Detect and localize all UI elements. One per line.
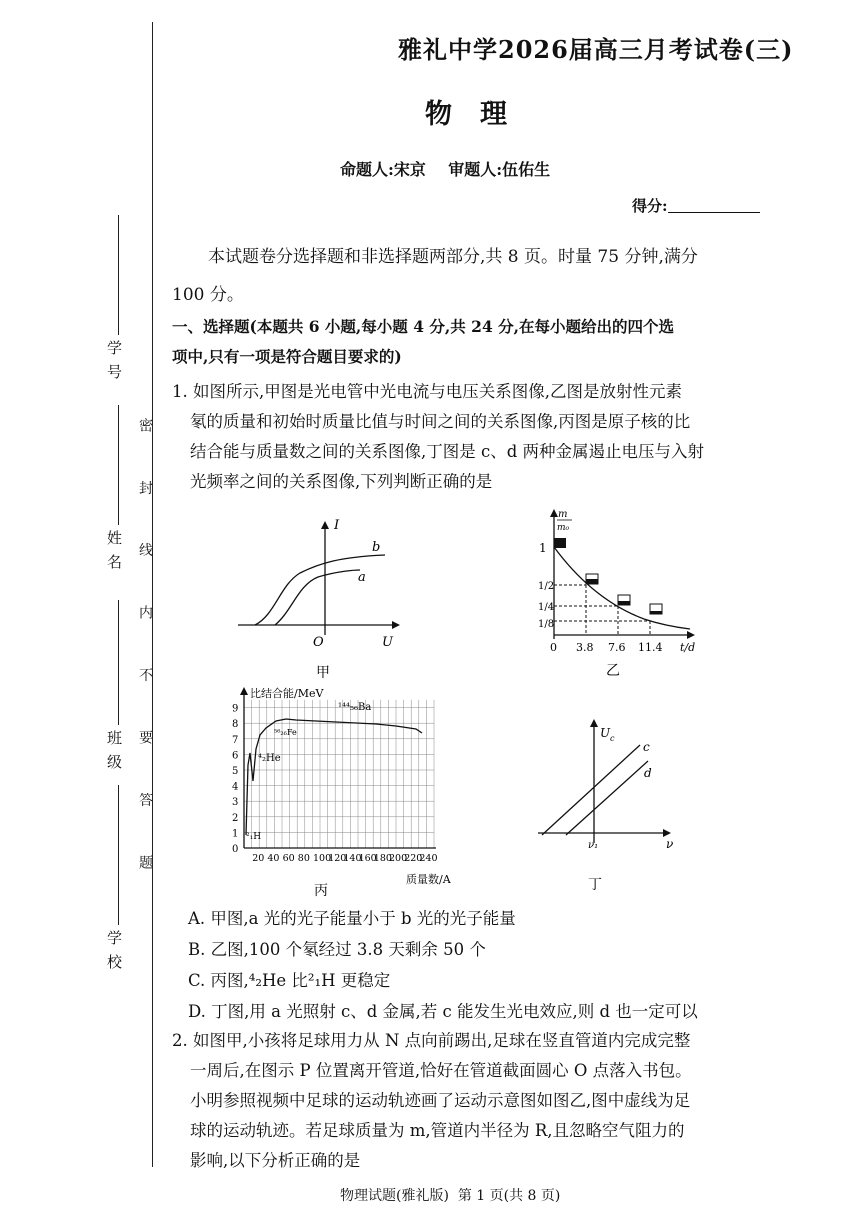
bing-fe-label: ⁵⁶₂₆Fe (274, 728, 297, 737)
bing-tick-x: 160 (358, 853, 377, 864)
page-footer: 物理试题(雅礼版) 第 1 页(共 8 页) (340, 1188, 561, 1204)
figure-jia (230, 515, 420, 685)
score-label: 得分: (632, 197, 668, 215)
yi-decay-curve (554, 547, 690, 629)
q1-option-d[interactable]: D. 丁图,用 a 光照射 c、d 金属,若 c 能发生光电效应,则 d 也一定可以 (188, 1002, 698, 1021)
yi-tick-x-0: 0 (550, 641, 557, 654)
bing-tick-y: 3 (232, 797, 239, 809)
bing-y-arrow (240, 687, 248, 695)
yi-sample-eighth-fill (650, 611, 662, 614)
bing-tick-x: 140 (343, 853, 362, 864)
bing-tick-y: 9 (232, 703, 239, 715)
ding-line-c (542, 745, 640, 835)
bing-tick-x: 120 (328, 853, 347, 864)
yi-sample-half-fill (586, 579, 598, 584)
ding-x-label: ν (666, 837, 674, 851)
yi-tick-y-1: 1 (539, 541, 547, 555)
bing-tick-y: 0 (232, 844, 239, 855)
figure-yi (532, 505, 712, 680)
subject-title: 物理 (425, 99, 535, 130)
bing-tick-y: 4 (232, 781, 239, 793)
bing-h-label: ²₁H (246, 832, 262, 842)
yi-x-label: t/d (680, 641, 696, 654)
score-blank[interactable] (668, 212, 760, 213)
jia-y-arrow (321, 521, 329, 529)
ding-x-arrow (663, 829, 671, 837)
yi-tick-x-7-6: 7.6 (608, 641, 626, 654)
bing-tick-x: 180 (373, 853, 392, 864)
bing-tick-y: 8 (232, 719, 239, 731)
bing-tick-x: 220 (404, 853, 423, 864)
intro-line-2: 100 分。 (172, 285, 244, 305)
margin-school-label: 学 校 (105, 930, 123, 971)
q1-option-a[interactable]: A. 甲图,a 光的光子能量小于 b 光的光子能量 (188, 909, 516, 928)
jia-x-arrow (392, 621, 400, 629)
yi-tick-y-half: 1/2 (538, 581, 555, 592)
authors-line: 命题人:宋京 审题人:伍佑生 (340, 160, 551, 179)
bing-ba-label: ¹⁴⁴₅₆Ba (338, 702, 372, 713)
bing-he-label: ⁴₂He (258, 753, 281, 764)
bing-tick-x: 80 (297, 853, 310, 864)
yi-sample-full (554, 538, 566, 548)
ding-y-arrow (590, 719, 598, 727)
jia-x-label: U (382, 635, 393, 650)
q1-option-b[interactable]: B. 乙图,100 个氡经过 3.8 天剩余 50 个 (188, 940, 486, 959)
bing-tick-x: 200 (389, 853, 408, 864)
jia-caption: 甲 (316, 665, 330, 681)
ding-y-label: U (600, 726, 611, 740)
bing-caption: 丙 (314, 883, 328, 898)
yi-sample-quarter-fill (618, 601, 630, 605)
seal-notice: 密 封 线 内 不 要 答 题 (137, 418, 153, 892)
bing-x-label: 质量数/A (406, 873, 451, 886)
bing-tick-x: 40 (267, 853, 280, 864)
ding-tick-nu1: ν₁ (588, 840, 599, 851)
bing-curve (246, 719, 422, 835)
bing-tick-y: 5 (232, 766, 239, 777)
ding-line-d-label: d (644, 766, 652, 780)
margin-class-label: 班 级 (105, 730, 123, 771)
ding-y-label-sub: c (610, 734, 615, 743)
bing-tick-y: 2 (232, 812, 239, 824)
yi-caption: 乙 (606, 663, 620, 679)
bing-tick-x: 240 (419, 853, 438, 864)
ding-line-d (566, 761, 648, 835)
yi-y-label-den: m₀ (557, 523, 570, 533)
intro-line-1: 本试题卷分选择题和非选择题两部分,共 8 页。时量 75 分钟,满分 (208, 247, 698, 267)
yi-y-arrow (550, 509, 558, 517)
exam-title: 雅礼中学2026届高三月考试卷(三) (398, 35, 794, 64)
name-blank[interactable] (118, 405, 119, 525)
margin-student-id-label: 学 号 (105, 340, 123, 381)
ding-caption: 丁 (588, 877, 602, 893)
bing-tick-y: 1 (232, 828, 239, 840)
question-2-stem: 2. 如图甲,小孩将足球用力从 N 点向前踢出,足球在竖直管道内完成完整 一周后,在图示 P 位置离开管道,恰好在管道截面圆心 O 点落入书包。 小明参照视频中足球的运动轨迹画了运动示意图如图乙,图中虚线为足 球的运动轨迹。若足球质量为 m,管道内半径为 R,且忽略空气阻力的 影响,以下分析正确的是 (172, 1031, 692, 1170)
bing-tick-y: 6 (232, 750, 239, 762)
section-1-heading: 一、选择题(本题共 6 小题,每小题 4 分,共 24 分,在每小题给出的四个选 项中,只有一项是符合题目要求的) (172, 317, 675, 366)
yi-tick-x-11-4: 11.4 (638, 641, 663, 654)
student-id-blank[interactable] (118, 215, 119, 335)
bing-tick-x: 100 (313, 853, 332, 864)
school-blank[interactable] (118, 785, 119, 925)
yi-tick-x-3-8: 3.8 (576, 641, 594, 654)
bing-tick-x: 20 (252, 853, 265, 864)
yi-tick-y-quarter: 1/4 (538, 602, 555, 613)
jia-y-label: I (334, 518, 340, 533)
jia-curve-a-label: a (358, 570, 366, 585)
question-1-stem: 1. 如图所示,甲图是光电管中光电流与电压关系图像,乙图是放射性元素 氡的质量和初始时质量比值与时间之间的关系图像,丙图是原子核的比 结合能与质量数之间的关系图像,丁图是 c、d 两种金属遏止电压与入射 光频率之间的关系图像,下列判断正确的是 (172, 382, 705, 491)
jia-curve-b (255, 555, 385, 625)
yi-tick-y-eighth: 1/8 (538, 619, 555, 630)
jia-curve-a (275, 570, 360, 625)
yi-y-label-num: m (558, 509, 568, 520)
jia-origin-label: O (313, 635, 324, 650)
margin-name-label: 姓 名 (105, 530, 123, 571)
bing-y-label: 比结合能/MeV (250, 687, 324, 700)
bing-tick-x: 60 (282, 853, 295, 864)
jia-curve-b-label: b (372, 540, 381, 555)
figure-ding (528, 715, 708, 895)
figure-bing (226, 683, 476, 898)
yi-x-arrow (687, 631, 695, 639)
class-blank[interactable] (118, 600, 119, 725)
ding-line-c-label: c (643, 740, 650, 754)
q1-option-c[interactable]: C. 丙图,⁴₂He 比²₁H 更稳定 (188, 971, 391, 990)
bing-tick-y: 7 (232, 734, 239, 746)
